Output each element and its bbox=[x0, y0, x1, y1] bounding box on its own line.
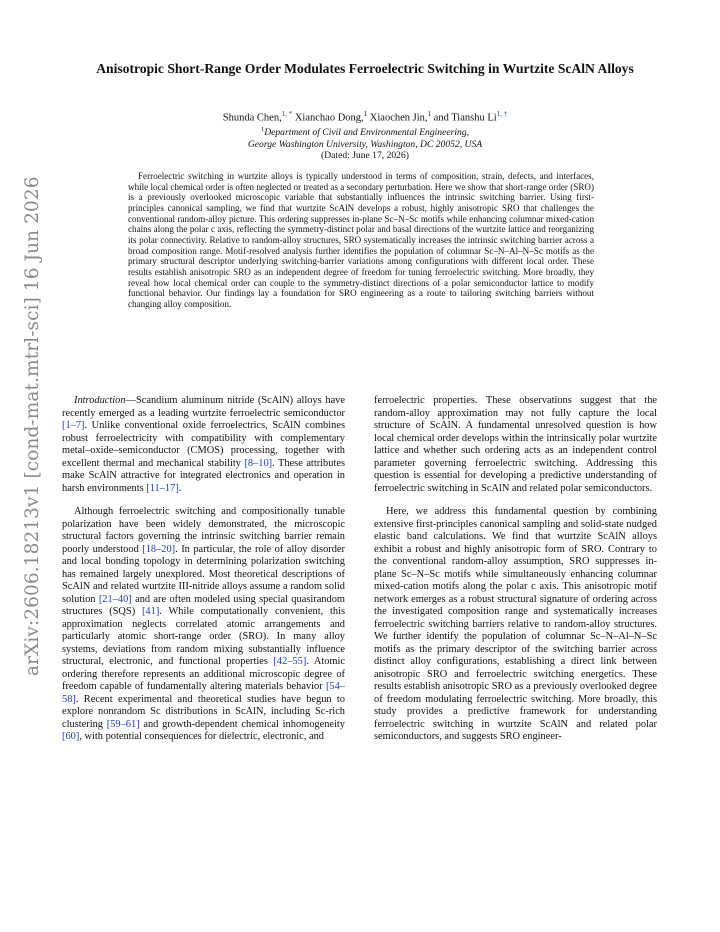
body-text: —Scandium aluminum nitride (ScAlN) alloys have recently emerged as a leading wurtzite ferroelectric semiconductor bbox=[62, 395, 345, 419]
body-column-right bbox=[374, 395, 657, 744]
paper-title: Anisotropic Short-Range Order Modulates Ferroelectric Switching in Wurtzite ScAlN Alloys bbox=[96, 61, 634, 76]
affiliation-mark: 1 bbox=[260, 126, 265, 133]
author-affiliation-mark[interactable]: 1, * bbox=[281, 110, 293, 118]
citation-link[interactable]: [42–55] bbox=[273, 656, 307, 667]
body-text: . Atomic ordering therefore represents an additional microscopic degree of freedom capable of fundamentally altering materials behavior bbox=[62, 656, 345, 692]
body-text: . bbox=[178, 482, 182, 494]
citation-link[interactable]: [54–58] bbox=[62, 681, 345, 705]
citation-link[interactable]: [8–10] bbox=[244, 457, 273, 469]
abstract: Ferroelectric switching in wurtzite alloys is typically understood in terms of composition, strain, defects, and interfaces, while local chemical order is often neglected or treated as a secondary perturbation. Here we show that short-range order (SRO) is a previously overlooked microscopic variable that substantially influences the intrinsic switching barrier. Using first-principles canonical sampling, we find that wurtzite ScAlN develops a robust, highly anisotropic SRO that challenges the conventional random-alloy picture. This ordering suppresses in-plane Sc–N–Sc motifs while enhancing columnar mixed-cation chains along the polar c axis, reflecting the symmetry-distinct polar and basal directions of the wurtzite lattice and reorganizing its polar connectivity. Relative to random-alloy structures, SRO systematically increases the intrinsic switching barrier across a broad composition range. Motif-resolved analysis further identifies the population of columnar Sc–N–Al–N–Sc motifs as the primary structural descriptor underlying switching-barrier variations among configurations with different local order. These results establish anisotropic SRO as an independent degree of freedom for tuning ferroelectric switching. More broadly, they reveal how local chemical order can couple to the symmetry-distinct directions of a polar semiconductor lattice to modify functional behavior. Our findings lay a foundation for SRO engineering as a route to tailoring switching barriers without changing alloy composition. bbox=[128, 171, 594, 309]
body-paragraph bbox=[62, 395, 345, 495]
affiliation-institution: George Washington University, Washington, DC 20052, USA bbox=[247, 138, 483, 150]
author-name: and Tianshu Li bbox=[431, 112, 497, 124]
author-affiliation-mark[interactable]: 1, † bbox=[496, 110, 508, 118]
body-text: Although ferroelectric switching and compositionally tunable polarization have been widely demonstrated, the microscopic structural factors governing the intrinsic switching barrier remain poorly understood bbox=[62, 506, 345, 555]
author-affiliation-mark: 1 bbox=[363, 110, 368, 118]
body-paragraph: Here, we address this fundamental question by combining extensive first-principles canonical sampling and solid-state nudged elastic band calculations. We find that wurtzite ScAlN alloys exhibit a robust and highly anisotropic form of SRO. Contrary to the conventional random-alloy assumption, SRO suppresses in-plane Sc–N–Sc motifs while simultaneously enhancing columnar mixed-cation motifs along the polar c axis. This anisotropic motif network emerges as a robust structural signature of ordering across the investigated composition range and systematically increases ferroelectric switching barriers relative to random-alloy structures. We further identify the population of columnar Sc–N–Al–N–Sc motifs as the primary descriptor of the switching barrier across distinct alloy configurations, establishing a direct link between anisotropic SRO and ferroelectric switching energetics. These results establish anisotropic SRO as a previously overlooked degree of freedom modulating ferroelectric switching. More broadly, this study provides a predictive framework for understanding ferroelectric switching in wurtzite ScAlN and related polar semiconductors, and suggests SRO engineer- bbox=[374, 506, 657, 742]
author-list bbox=[70, 108, 660, 125]
citation-link[interactable]: [11–17] bbox=[146, 482, 179, 494]
author-name: Xianchao Dong, bbox=[292, 112, 364, 124]
citation-link[interactable]: [41] bbox=[141, 606, 160, 617]
body-text: and are often modeled using special quasirandom structures (SQS) bbox=[62, 593, 345, 617]
body-text: . While computationally convenient, this approximation neglects correlated atomic arrangements and particularly atomic short-range order (SRO). In many alloy systems, deviations from random mixing substantially influence structural, electronic, and functional properties bbox=[62, 606, 345, 667]
citation-link[interactable]: [59–61] bbox=[106, 718, 140, 730]
arxiv-identifier[interactable]: arXiv:2606.18213v1 [cond-mat.mtrl-sci] 16 Jun 2026 bbox=[22, 176, 43, 676]
affiliation-department: Department of Civil and Environmental Engineering, bbox=[264, 127, 470, 139]
body-text: and growth-dependent chemical inhomogeneity bbox=[139, 718, 345, 730]
dated-line: (Dated: June 17, 2026) bbox=[321, 150, 409, 162]
body-paragraph bbox=[62, 506, 345, 744]
author-affiliation-mark: 1 bbox=[427, 110, 432, 118]
affiliation-block bbox=[70, 124, 660, 162]
body-text: . Unlike conventional oxide ferroelectrics, ScAlN combines robust ferroelectricity with compatibility with complementary metal–oxide–semiconductor (CMOS) processing, together with excellent thermal and mechanical stability bbox=[62, 420, 345, 469]
citation-link[interactable]: [60] bbox=[62, 731, 80, 742]
citation-link[interactable]: [1–7] bbox=[62, 420, 85, 431]
body-text: . In particular, the role of alloy disorder and local bonding topology in determining polarization switching has remained largely unexplored. Most theoretical descriptions of ScAlN and related wurtzite III-nitride alloys assume a random solid solution bbox=[62, 543, 345, 605]
author-name: Xiaochen Jin, bbox=[367, 112, 428, 124]
section-lead: Introduction bbox=[74, 395, 126, 406]
body-text: . Recent experimental and theoretical studies have begun to explore nonrandom Sc distributions in ScAlN, including Sc-rich clustering bbox=[62, 693, 345, 730]
body-text: , with potential consequences for dielectric, electronic, and bbox=[79, 731, 324, 742]
body-text: . These attributes make ScAlN attractive for integrated electronics and operation in harsh environments bbox=[62, 457, 345, 494]
author-name: Shunda Chen, bbox=[222, 112, 282, 124]
body-column-left bbox=[62, 395, 345, 744]
citation-link[interactable]: [21–40] bbox=[98, 593, 132, 605]
body-paragraph: ferroelectric properties. These observations suggest that the random-alloy approximation may not fully capture the local structure of ScAlN. A fundamental unresolved question is how local chemical order develops within the intrinsically polar wurtzite lattice and whether such ordering acts as an independent control parameter governing ferroelectric switching. Addressing this question is essential for developing a predictive understanding of ferroelectric switching in ScAlN and related polar semiconductors. bbox=[374, 395, 657, 494]
citation-link[interactable]: [18–20] bbox=[142, 543, 176, 555]
